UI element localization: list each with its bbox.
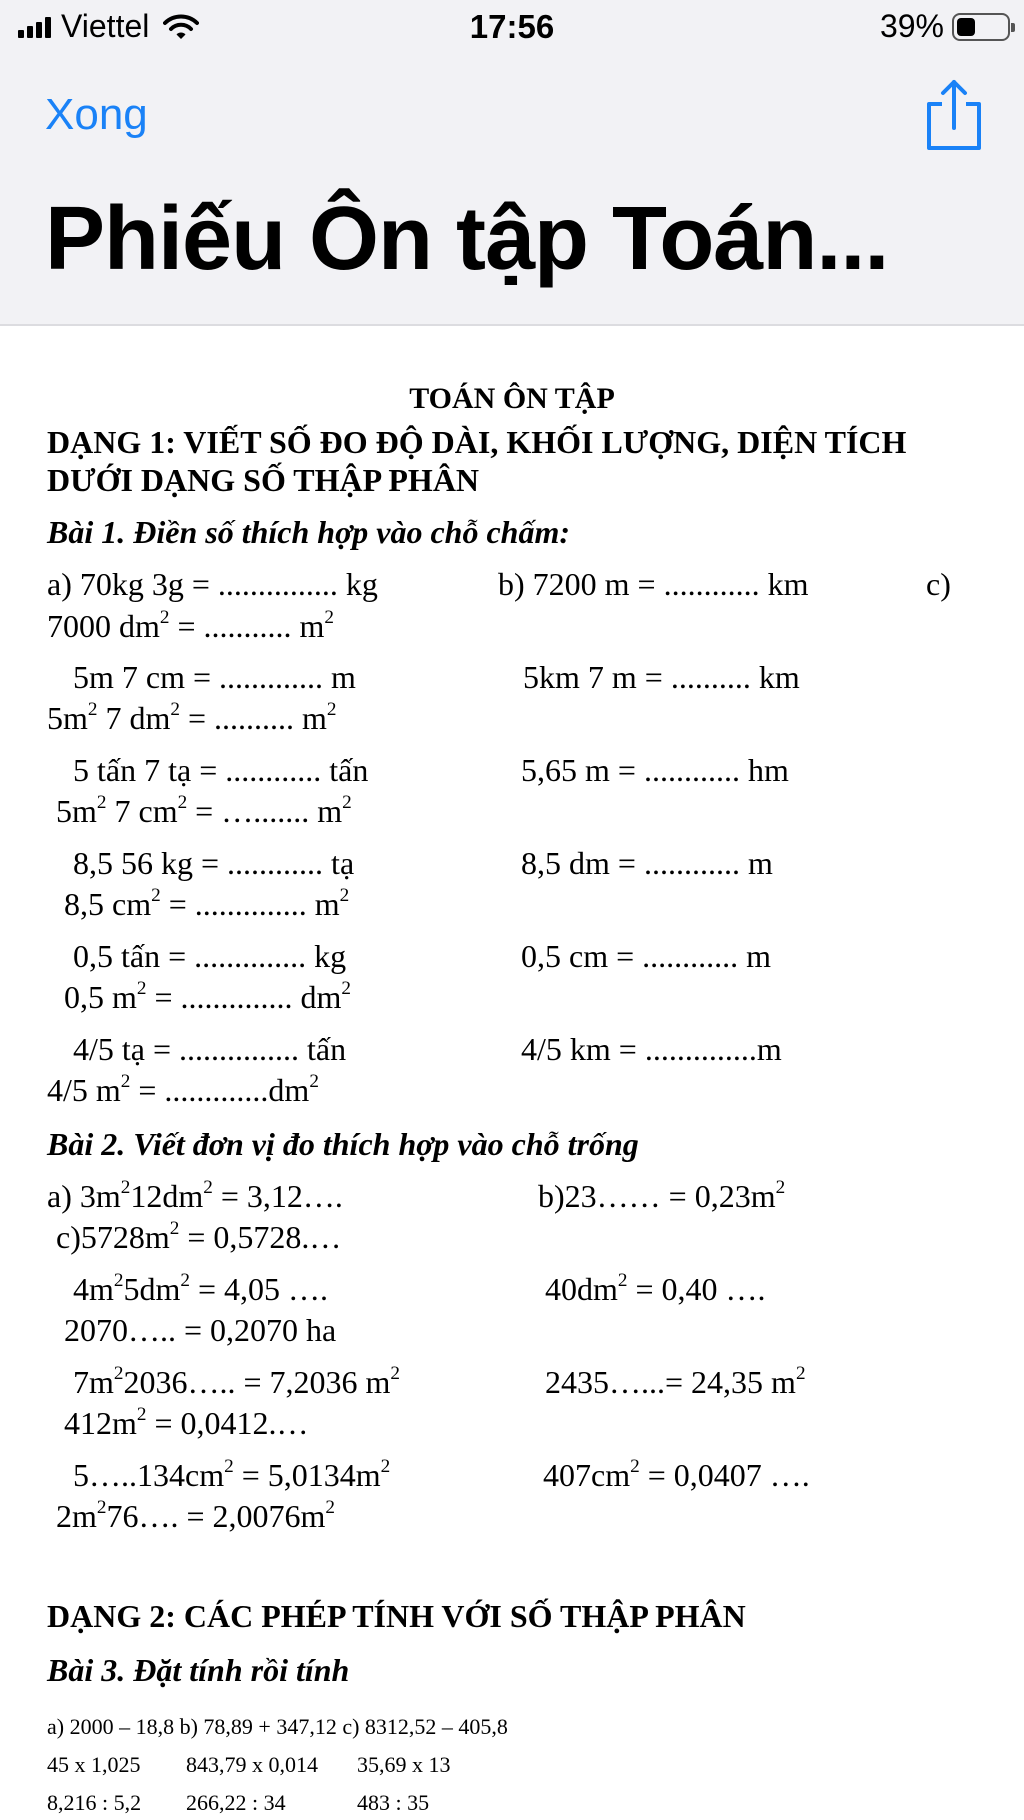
- bai1-item-a: 8,5 56 kg = ............ tạ: [73, 845, 355, 881]
- status-right: [880, 8, 1010, 45]
- bai1-item-a: 4/5 tạ = ............... tấn: [73, 1031, 347, 1067]
- bai2-item-a: $7m^22036\dots$.. = 7,2036 $m^2$: [73, 1363, 401, 1400]
- bai2-item-a: a) $3m^212dm^2$ = 3,12….: [47, 1177, 343, 1214]
- bai2-item-b: $40dm^2 = 0,40$ ….: [545, 1270, 766, 1307]
- bai2-item-a: $4m^25dm^2 = 4,05$ ….: [73, 1270, 329, 1307]
- bai1-item-b: b) 7200 m = ............ km: [498, 566, 809, 602]
- bai2-item-b: $407cm^2 = 0,0407$ ….: [543, 1456, 810, 1493]
- bai2-item-c: 2070….. = 0,2070 ha: [64, 1312, 337, 1348]
- carrier-name: Viettel: [61, 8, 150, 44]
- section-dang1-title: DẠNG 1: VIẾT SỐ ĐO ĐỘ DÀI, KHỐI LƯỢNG, DIỆN TÍCH: [47, 424, 907, 460]
- bai1-item-b: 5km 7 m = .......... km: [523, 659, 800, 695]
- done-button[interactable]: Xong: [45, 90, 148, 139]
- bai1-item-b: 8,5 dm = ............ m: [521, 845, 773, 881]
- battery-fill: [957, 18, 975, 36]
- bai2-item-a: $5\dots..134cm^2 = 5,0134m^2$: [73, 1456, 391, 1493]
- battery-nub: [1011, 23, 1015, 32]
- bai1-item-c: 8,5 $cm^2$ = .............. $m^2$: [64, 885, 350, 922]
- bai1-item-b: 0,5 cm = ............ m: [521, 938, 772, 974]
- bai1-item-a: 5 tấn 7 tạ = ............ tấn: [73, 752, 369, 788]
- battery-percent: 39%: [879, 8, 944, 44]
- status-bar: [0, 0, 1024, 60]
- bai3-cell: 266,22 : 34: [186, 1790, 286, 1815]
- bai3-row: a) 2000 – 18,8 b) 78,89 + 347,12 c) 8312,52 – 405,8: [47, 1714, 508, 1739]
- bai1-item-c: 7000 $dm^2$ = ........... $m^2$: [47, 607, 335, 644]
- bai2-item-b: b)23…… = $0,23m^2$: [538, 1177, 786, 1214]
- page-title: Phiếu Ôn tập Toán...: [45, 189, 889, 289]
- doc-heading: TOÁN ÔN TẬP: [409, 382, 615, 415]
- navigation-bar: [0, 60, 1024, 326]
- bai3-title: Bài 3. Đặt tính rồi tính: [47, 1652, 350, 1688]
- bai2-item-c: $c)5728m^2$ = 0,5728.…: [56, 1218, 342, 1255]
- bai3-cell: 483 : 35: [357, 1790, 430, 1815]
- bai1-item-c: $5m^2$ 7 $cm^2$ = …....... $m^2$: [56, 792, 352, 829]
- share-icon[interactable]: [924, 78, 984, 152]
- section-dang2-title: DẠNG 2: CÁC PHÉP TÍNH VỚI SỐ THẬP PHÂN: [47, 1598, 746, 1634]
- bai3-cell: 35,69 x 13: [357, 1752, 451, 1777]
- section-dang1-subtitle: DƯỚI DẠNG SỐ THẬP PHÂN: [47, 462, 480, 498]
- bai1-item-c: 0,5 $m^2$ = .............. $dm^2$: [64, 978, 352, 1015]
- bai1-item-a: 0,5 tấn = .............. kg: [73, 938, 347, 974]
- bai3-cell: 45 x 1,025: [47, 1752, 141, 1777]
- bai2-item-c: $2m^276\dots$. = $2,0076m^2$: [56, 1497, 336, 1534]
- bai2-title: Bài 2. Viết đơn vị đo thích hợp vào chỗ trống: [47, 1126, 639, 1162]
- bai1-item-c: 4/5 $m^2 = .............dm^2$: [47, 1071, 319, 1108]
- document-content: [0, 326, 1024, 1820]
- bai1-item-b: 4/5 km = ..............m: [521, 1031, 782, 1067]
- bai2-item-c: $412m^2$ = 0,0412.…: [64, 1404, 309, 1441]
- bai1-item-a: 5m 7 cm = ............. m: [73, 659, 356, 695]
- bai3-cell: 8,216 : 5,2: [47, 1790, 142, 1815]
- bai1-item-b: 5,65 m = ............ hm: [521, 752, 789, 788]
- battery-icon: [952, 13, 1010, 41]
- bai1-item-c: $5m^2$ 7 $dm^2$ = .......... $m^2$: [47, 699, 337, 736]
- bai1-item-c-label: c): [926, 566, 951, 602]
- status-time: 17:56: [469, 8, 555, 45]
- bai3-cell: 843,79 x 0,014: [186, 1752, 318, 1777]
- bai1-item-a: a) 70kg 3g = ............... kg: [47, 566, 378, 602]
- bai1-title: Bài 1. Điền số thích hợp vào chỗ chấm:: [47, 514, 570, 550]
- bai2-item-b: 2435…...= 24,35 $m^2$: [545, 1363, 806, 1400]
